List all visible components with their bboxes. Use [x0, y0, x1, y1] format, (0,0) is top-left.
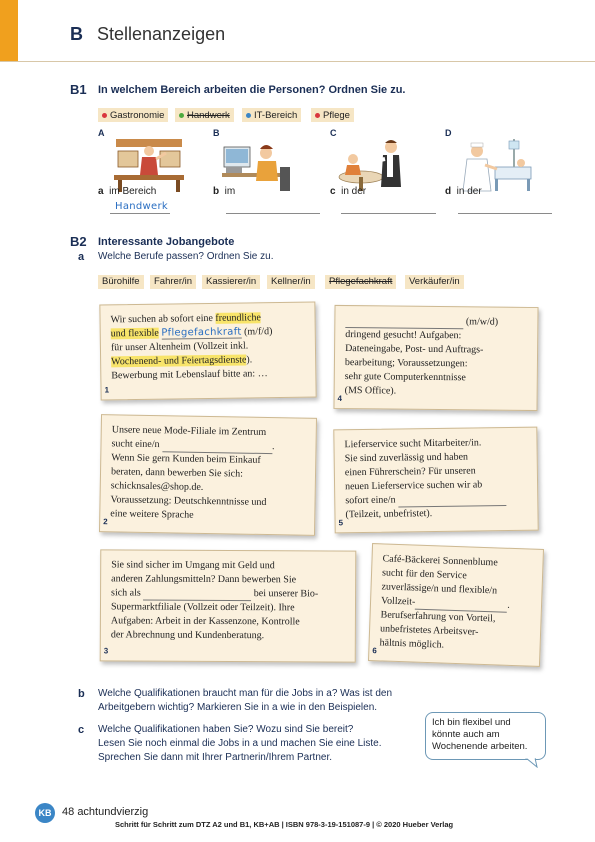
- answer-c-line[interactable]: [341, 213, 436, 214]
- card-number: 2: [103, 517, 108, 527]
- answer-b-line[interactable]: [226, 213, 320, 214]
- exercise-title-b1: In welchem Bereich arbeiten die Personen? Ordnen Sie zu.: [98, 84, 406, 96]
- job-chip-pflegefachkraft: Pflegefachkraft: [325, 275, 396, 289]
- chip-handwerk: Handwerk: [175, 108, 234, 122]
- sub-letter-b: b: [78, 688, 85, 700]
- card-number: 1: [104, 385, 110, 395]
- green-dot-icon: [179, 113, 184, 118]
- card-number: 6: [372, 646, 377, 656]
- instruction-a: Welche Berufe passen? Ordnen Sie zu.: [98, 251, 274, 262]
- answer-a-line: [110, 213, 170, 214]
- job-ad-card-5: Lieferservice sucht Mitarbeiter/in. Sie sind zuverlässig und haben einen Führerschein? Für unseren neuen Lieferservice suchen wir ab sofort eine/n (Teilzeit, unbefristet). 5: [333, 427, 538, 534]
- speech-bubble: Ich bin flexibel und könnte auch am Wochenende arbeiten.: [425, 712, 546, 760]
- exercise-title-b2: Interessante Jobangebote: [98, 236, 235, 248]
- picture-letter-c: C: [330, 128, 337, 138]
- kb-badge: KB: [35, 803, 55, 823]
- section-letter: B: [70, 24, 83, 44]
- answer-d: d in der: [445, 186, 482, 197]
- answer-c: c in der: [330, 186, 367, 197]
- picture-letter-d: D: [445, 128, 452, 138]
- blank-card-5[interactable]: [398, 495, 506, 508]
- exercise-number-b2: B2: [70, 234, 87, 249]
- exercise-number-b1: B1: [70, 82, 87, 97]
- card-number: 4: [337, 393, 343, 404]
- it-worker-illustration: [220, 137, 298, 193]
- picture-letter-b: B: [213, 128, 220, 138]
- header-divider: [0, 61, 595, 62]
- nurse-illustration: [455, 137, 533, 193]
- chip-pflege: Pflege: [311, 108, 354, 122]
- answer-b: b im: [213, 186, 236, 197]
- answer-a: a im Bereich: [98, 186, 157, 197]
- page-number: 48 achtundvierzig: [62, 806, 149, 818]
- card-number: 5: [338, 518, 344, 528]
- speech-bubble-tail-icon: [525, 758, 539, 768]
- chip-it-bereich: IT-Bereich: [242, 108, 301, 122]
- blank-card-3[interactable]: [143, 590, 251, 602]
- red-dot-icon: [315, 113, 320, 118]
- job-chip-kellner: Kellner/in: [267, 275, 315, 289]
- card-number: 3: [103, 646, 109, 656]
- job-ad-card-1: Wir suchen ab sofort eine freundliche und flexible Pflegefachkraft (m/f/d) für unser Altenheim (Vollzeit inkl. Wochenend- und Feiertagsdienste). Bewerbung mit Lebenslauf bitte an: … 1: [99, 301, 316, 400]
- section-title: Stellenanzeigen: [97, 24, 226, 44]
- job-chip-buerohilfe: Bürohilfe: [98, 275, 144, 289]
- chip-gastronomie: Gastronomie: [98, 108, 168, 122]
- copyright-footer: Schritt für Schritt zum DTZ A2 und B1, KB+AB | ISBN 978-3-19-151087-9 | © 2020 Hueber Verlag: [115, 820, 454, 829]
- carpenter-illustration: [110, 137, 188, 193]
- job-ad-card-2: Unsere neue Mode-Filiale im Zentrum sucht eine/n . Wenn Sie gern Kunden beim Einkauf beraten, dann bewerben Sie sich: schicknsales@shop.de. Voraussetzung: Deutschkenntnisse und eine weitere Sprache 2: [99, 414, 317, 536]
- job-chip-verkaeufer: Verkäufer/in: [405, 275, 464, 289]
- answer-a-handwritten: Handwerk: [115, 201, 168, 212]
- instruction-c: Welche Qualifikationen haben Sie? Wozu sind Sie bereit? Lesen Sie noch einmal die Jobs in a und machen Sie eine Liste. Sprechen Sie dann mit Ihrer Partnerin/Ihrem Partner.: [98, 724, 382, 763]
- job-chip-kassierer: Kassierer/in: [202, 275, 260, 289]
- red-dot-icon: [102, 113, 107, 118]
- job-ad-card-4: (m/w/d) dringend gesucht! Aufgaben: Dateneingabe, Post- und Auftrags- bearbeitung; Voraussetzungen: sehr gute Computerkenntnisse (MS Office). 4: [333, 305, 538, 411]
- waiter-illustration: [335, 137, 413, 193]
- blue-dot-icon: [246, 113, 251, 118]
- job-ad-card-6: Café-Bäckerei Sonnenblume sucht für den Service zuverlässige/n und flexible/n Vollzeit- . Berufserfahrung von Vorteil, unbefristetes Arbeitsver- hältnis möglich. 6: [368, 543, 544, 667]
- picture-letter-a: A: [98, 128, 105, 138]
- page-title: [70, 24, 225, 45]
- job-chip-fahrer: Fahrer/in: [150, 275, 196, 289]
- sub-letter-c: c: [78, 724, 85, 736]
- job-ad-card-3: Sie sind sicher im Umgang mit Geld und anderen Zahlungsmitteln? Dann bewerben Sie sich als bei unserer Bio- Supermarktfiliale (Vollzeit oder Teilzeit). Ihre Aufgaben: Arbeit in der Kassenzone, Kontrolle der Abrechnung und Kundenberatung. 3: [100, 549, 357, 662]
- sub-letter-a: a: [78, 251, 85, 263]
- section-color-bar: [0, 0, 18, 62]
- answer-d-line[interactable]: [458, 213, 552, 214]
- handwritten-answer-card-1: Pflegefachkraft: [161, 326, 242, 339]
- instruction-b: Welche Qualifikationen braucht man für die Jobs in a? Was ist den Arbeitgebern wichtig? Markieren Sie in a wie in den Beispielen.: [98, 688, 393, 713]
